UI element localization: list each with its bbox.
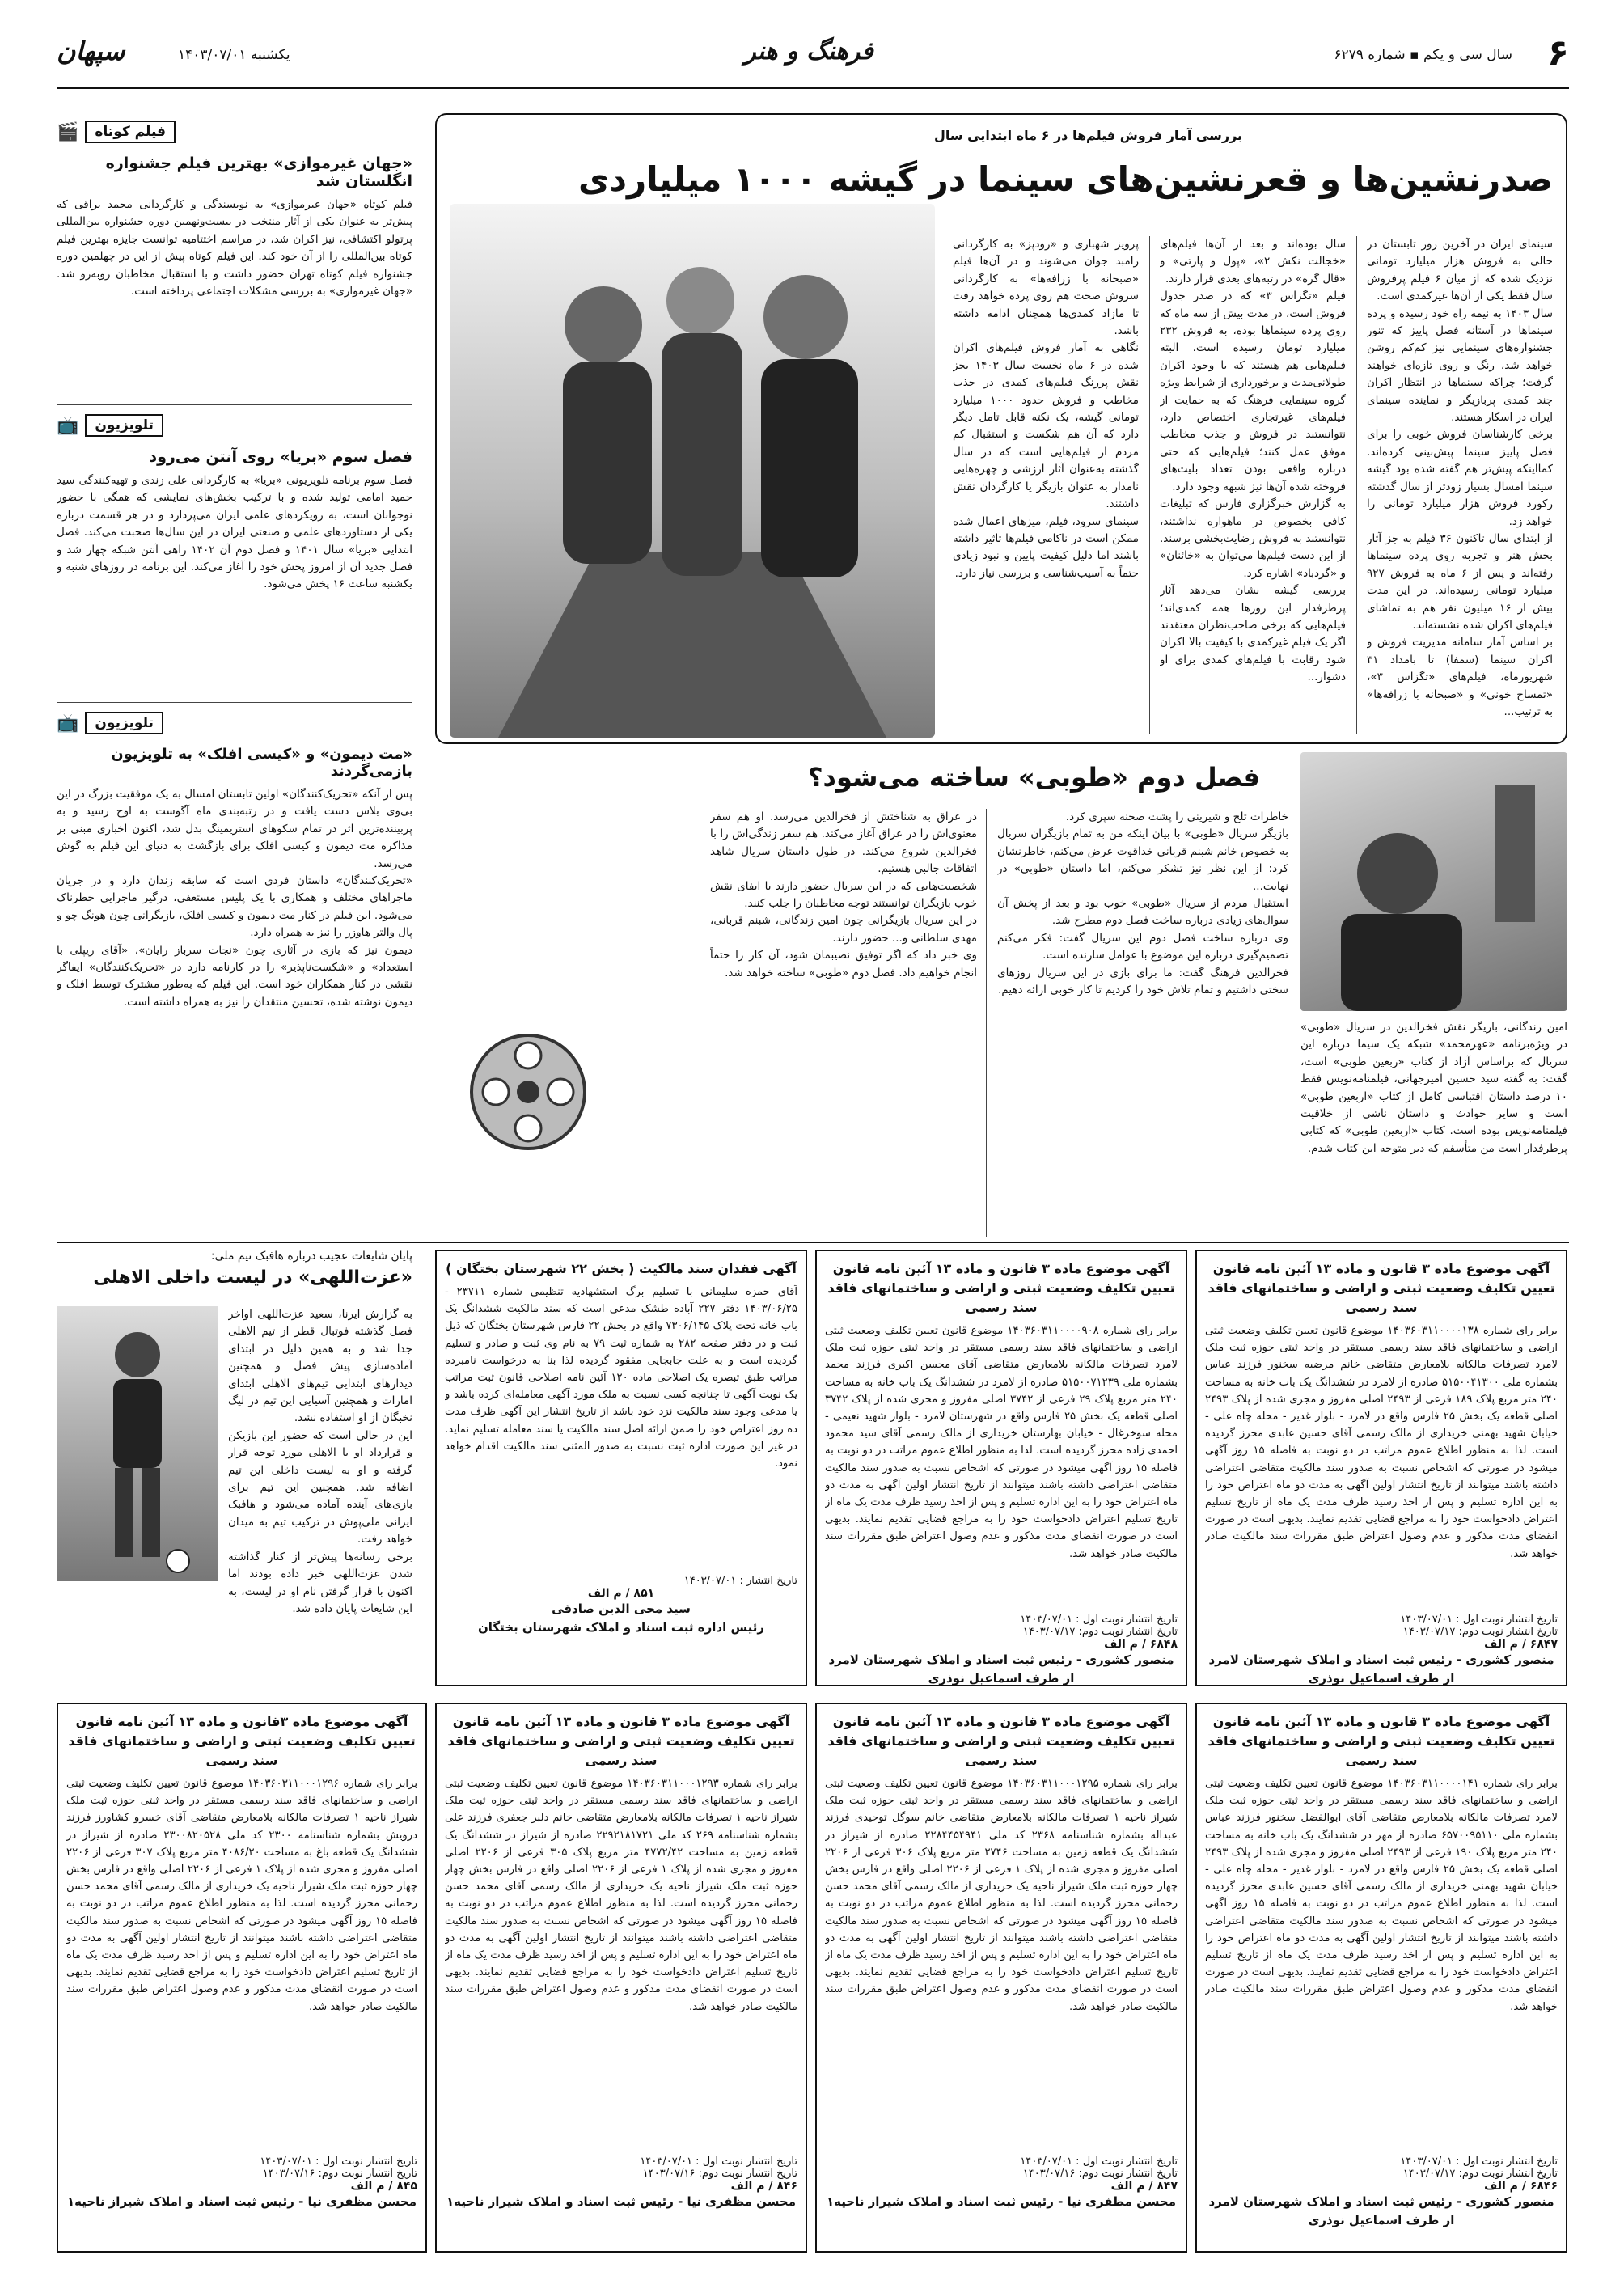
ad-date-2: تاریخ انتشار نوبت دوم: ۱۴۰۳/۰۷/۱۶ <box>642 2168 797 2180</box>
serial-photo <box>1300 752 1567 1011</box>
legal-ad-row2-2 <box>815 1703 1187 2253</box>
short-film-body: فیلم کوتاه «جهان غیرموازی» به نویسندگی و کارگردانی محمد براقی که پیش‌تر به عنوان یکی از آثار منتخب در بیست‌ونهمین دوره جشنواره بین‌المللی پرتولو اکتشافی، نیز اکران شد، در مراسم اختتامیه توانست جایزه بهترین فیلم کوتاه بین‌المللی را از آن خود کند. این فیلم کوتاه پیش از این در چهلمین دوره جشنواره فیلم کوتاه تهران حضور داشت و با استقبال مخاطبان روبه‌رو شد. «جهان غیرموازی» به بررسی مشکلات اجتماعی پرداخته است. <box>57 198 412 298</box>
player-photo <box>57 1306 218 1581</box>
ad-signature: منصور کشوری - رئیس ثبت اسناد و املاک شهرستان لامرد از طرف اسماعیل نوذری <box>1208 2194 1554 2227</box>
ad-title: آگهی موضوع ماده ۳ قانون و ماده ۱۳ آئین نامه قانون تعیین تکلیف وضعیت ثبتی و اراضی و ساختمانهای فاقد سند رسمی <box>827 1261 1175 1315</box>
ad-code: ۸۴۶ / م الف <box>730 2180 797 2193</box>
tv-label-2: تلویزیون <box>85 712 163 734</box>
sports-article <box>57 1250 412 1703</box>
ad-code: ۸۴۷ / م الف <box>1110 2180 1178 2193</box>
short-film-label: فیلم کوتاه <box>85 121 176 143</box>
ad-signature: محسن مظفری نیا - رئیس ثبت اسناد و املاک شیراز ناحیه۱ <box>827 2194 1176 2209</box>
football-player-illustration <box>57 1306 218 1581</box>
tv-section-2 <box>57 709 412 1194</box>
serial-article <box>435 752 1567 1242</box>
ad-body: برابر رای شماره ۱۴۰۳۶۰۳۱۱۰۰۰۰۱۴۱ موضوع قانون تعیین تکلیف وضعیت ثبتی اراضی و ساختمانهای فاقد سند رسمی مستقر در واحد ثبتی حوزه ثبت ملک لامرد تصرفات مالکانه بلامعارض متقاضی آقای ابوالفضل سخنور فرزند عباس بشماره ملی ۶۵۷۰۰۹۵۱۱۰ صادره از مهر در ششدانگ یک باب خانه به مساحت ۲۴۰ متر مربع پلاک ۱۹۰ فرعی از ۲۴۹۳ اصلی مفروز و مجزی شده از پلاک ۲۴۹۳ اصلی قطعه یک بخش ۲۵ فارس واقع در لامرد - بلوار غدیر - محله چاه علی - خیابان شهید بهمنی خریداری از مالک رسمی آقای حسین عابدی محرز گردیده است. لذا به منظور اطلاع عموم مراتب در دو نوبت به فاصله ۱۵ روز آگهی میشود در صورتی که اشخاص نسبت به صدور سند مالکیت متقاضی اعتراضی داشته باشند میتوانند از تاریخ انتشار اولین آگهی به مدت دو ماه اعتراض خود را به این اداره تسلیم و پس از اخذ رسید ظرف مدت یک ماه از تاریخ تسلیم اعتراض دادخواست خود را به مراجع قضایی تقدیم نمایند. بدیهی است در صورت انقضای مدت مذکور و عدم وصول اعتراض طبق مقررات سند مالکیت صادر خواهد شد. <box>1205 1778 1558 2013</box>
ad-date-1: تاریخ انتشار نوبت اول : ۱۴۰۳/۰۷/۰۱ <box>1400 1614 1558 1626</box>
ad-signature: محسن مظفری نیا - رئیس ثبت اسناد و املاک شیراز ناحیه۱ <box>67 2194 417 2209</box>
film-reel-icon <box>451 1019 613 1173</box>
legal-ad-row2-4 <box>57 1703 427 2253</box>
ad-code: ۶۸۴۸ / م الف <box>1104 1638 1178 1651</box>
ad-signature: محسن مظفری نیا - رئیس ثبت اسناد و املاک شیراز ناحیه۱ <box>446 2194 796 2209</box>
ad-date-1: تاریخ انتشار نوبت اول : ۱۴۰۳/۰۷/۰۱ <box>640 2156 797 2168</box>
page-number: ۶ <box>1547 32 1569 74</box>
tv2-headline: «مت دیمون» و «کیسی افلک» به تلویزیون بازمی‌گردند <box>111 746 412 780</box>
article-kicker: بررسی آمار فروش فیلم‌ها در ۶ ماه ابتدایی سال <box>933 128 1242 143</box>
short-film-headline: «جهان غیرموازی» بهترین فیلم جشنواره انگلستان شد <box>105 154 412 190</box>
serial-column-2: در عراق به شناختش از فخرالدین می‌رسد. او هم سفر معنوی‌اش را در عراق آغاز می‌کند. هم سفر زندگی‌اش را با فخرالدین شروع می‌کند. در طول داستان سریال شاهد اتفاقات جالبی هستیم. شخصیت‌هایی که در این سریال حضور دارند با ایفای نقش خوب بازیگران توانستند توجه مخاطبان را جلب کنند. در این سریال بازیگرانی چون امین زندگانی، شبنم قربانی، مهدی سلطانی و... حضور دارند. وی خبر داد که اگر توفیق نصیبمان شود، آن کار را حتماً انجام خواهیم داد. فصل دوم «طوبی» ساخته خواهد شد. <box>710 810 977 979</box>
article-column-1: سینمای ایران در آخرین روز تابستان در حالی به فروش هزار میلیارد تومانی نزدیک شده که از میان ۶ فیلم پرفروش سال فقط یکی از آن‌ها غیرکمدی است. سال ۱۴۰۳ به نیمه راه خود رسیده و پرده سینماها در آستانه فصل پاییز که تنور جشنواره‌های سینمایی نیز کم‌کم روشن خواهد شد، رنگ و روی تازه‌ای خواهند گرفت؛ چراکه سینماها در انتظار اکران چند کمدی پربازیگر و نماینده سینمای ایران در اسکار هستند. برخی کارشناسان فروش خوبی را برای فصل پاییز سینما پیش‌بینی کرده‌اند. کمااینکه پیش‌تر هم گفته شده بود گیشه سینما امسال بسیار زودتر از سال گذشته رکورد فروش هزار میلیارد تومانی را خواهد زد. از ابتدای سال تاکنون ۳۶ فیلم به جز آثار بخش هنر و تجربه روی پرده سینماها رفته‌اند و پس از ۶ ماه به فروش ۹۲۷ میلیارد تومانی رسیده‌اند. در این مدت بیش از ۱۶ میلیون نفر هم به تماشای فیلم‌های اکران شده نشسته‌اند. بر اساس آمار سامانه مدیریت فروش و اکران سینما (سمفا) تا بامداد ۳۱ شهریورماه، فیلم‌های «تگزاس ۳»، «تمساح خونی» و «صبحانه با زرافه‌ها» به ترتیب... <box>1367 238 1553 718</box>
ad-date-1: تاریخ انتشار نوبت اول : ۱۴۰۳/۰۷/۰۱ <box>1020 2156 1178 2168</box>
newspaper-logo: سپهان <box>57 36 125 66</box>
ad-date-2: تاریخ انتشار نوبت دوم: ۱۴۰۳/۰۷/۱۷ <box>1022 1626 1178 1638</box>
ad-date-1: تاریخ انتشار نوبت اول : ۱۴۰۳/۰۷/۰۱ <box>260 2156 417 2168</box>
ad-date-2: تاریخ انتشار نوبت دوم: ۱۴۰۳/۰۷/۱۷ <box>1402 2168 1558 2180</box>
ad-date-2: تاریخ انتشار نوبت دوم: ۱۴۰۳/۰۷/۱۶ <box>1022 2168 1178 2180</box>
ad-code: ۶۸۴۷ / م الف <box>1484 1638 1558 1651</box>
film-camera-icon: 🎬 <box>57 121 79 142</box>
ad-signature: منصور کشوری - رئیس ثبت اسناد و املاک شهرستان لامرد از طرف اسماعیل نوذری <box>1208 1652 1554 1686</box>
ad-body: برابر رای شماره ۱۴۰۳۶۰۳۱۱۰۰۰۱۲۹۵ موضوع قانون تعیین تکلیف وضعیت ثبتی اراضی و ساختمانهای فاقد سند رسمی مستقر در واحد ثبتی حوزه ثبت ملک شیراز ناحیه ۱ تصرفات مالکانه بلامعارض متقاضی خانم سوگل توحیدی فرزند عبداله بشماره شناسنامه ۲۳۶۸ کد ملی ۲۲۸۴۴۵۴۹۴۱ صادره از شیراز در ششدانگ یک قطعه زمین به مساحت ۲۷۴۶ متر مربع پلاک ۳۰۶ فرعی از ۲۲۰۶ اصلی مفروز و مجزی شده از پلاک ۱ فرعی از ۲۲۰۶ اصلی واقع در فارس بخش چهار حوزه ثبت ملک شیراز ناحیه یک خریداری از مالک رسمی آقای محمد حسن رحمانی محرز گردیده است. لذا به منظور اطلاع عموم مراتب در دو نوبت به فاصله ۱۵ روز آگهی میشود در صورتی که اشخاص نسبت به صدور سند مالکیت متقاضی اعتراضی داشته باشند میتوانند از تاریخ انتشار اولین آگهی به مدت دو ماه اعتراض خود را به این اداره تسلیم و پس از اخذ رسید ظرف مدت یک ماه از تاریخ تسلیم اعتراض دادخواست خود را به مراجع قضایی تقدیم نمایند. بدیهی است در صورت انقضای مدت مذکور و عدم وصول اعتراض طبق مقررات سند مالکیت صادر خواهد شد. <box>825 1778 1178 2013</box>
ad-title: آگهی موضوع ماده ۳ قانون و ماده ۱۳ آئین نامه قانون تعیین تکلیف وضعیت ثبتی و اراضی و ساختمانهای فاقد سند رسمی <box>1207 1261 1555 1315</box>
legal-ad-row1-1 <box>1195 1250 1567 1686</box>
ad-body: برابر رای شماره ۱۴۰۳۶۰۳۱۱۰۰۰۱۲۹۳ موضوع قانون تعیین تکلیف وضعیت ثبتی اراضی و ساختمانهای فاقد سند رسمی مستقر در واحد ثبتی حوزه ثبت ملک شیراز ناحیه ۱ تصرفات مالکانه بلامعارض متقاضی خانم دلبر جعفری فرزند علی بشماره شناسنامه ۲۶۹ کد ملی ۲۲۹۲۱۸۱۷۲۱ صادره از شیراز در ششدانگ یک قطعه زمین به مساحت ۴۷۷۲/۴۲ متر مربع پلاک ۳۰۵ فرعی از ۲۲۰۶ اصلی مفروز و مجزی شده از پلاک ۱ فرعی از ۲۲۰۶ اصلی واقع در فارس بخش چهار حوزه ثبت ملک شیراز ناحیه یک خریداری از مالک رسمی آقای محمد حسن رحمانی محرز گردیده است. لذا به منظور اطلاع عموم مراتب در دو نوبت به فاصله ۱۵ روز آگهی میشود در صورتی که اشخاص نسبت به صدور سند مالکیت متقاضی اعتراضی داشته باشند میتوانند از تاریخ انتشار اولین آگهی به مدت دو ماه اعتراض خود را به این اداره تسلیم و پس از اخذ رسید ظرف مدت یک ماه از تاریخ تسلیم اعتراض دادخواست خود را به مراجع قضایی تقدیم نمایند. بدیهی است در صورت انقضای مدت مذکور و عدم وصول اعتراض طبق مقررات سند مالکیت صادر خواهد شد. <box>445 1778 797 2013</box>
legal-ad-row2-1 <box>1195 1703 1567 2253</box>
ad-title: آگهی موضوع ماده ۳ قانون و ماده ۱۳ آئین نامه قانون تعیین تکلیف وضعیت ثبتی و اراضی و ساختمانهای فاقد سند رسمی <box>447 1714 795 1768</box>
tv-section-1 <box>57 411 412 694</box>
ad-code: ۶۸۴۶ / م الف <box>1484 2180 1558 2193</box>
serial-headline: فصل دوم «طوبی» ساخته می‌شود؟ <box>807 762 1260 793</box>
legal-ad-row1-2 <box>815 1250 1187 1686</box>
ad-date-1: تاریخ انتشار : ۱۴۰۳/۰۷/۰۱ <box>683 1575 797 1587</box>
ad-title: آگهی فقدان سند مالکیت ( بخش ۲۲ شهرستان بختگان ) <box>446 1261 797 1276</box>
tv-icon: 📺 <box>57 713 79 734</box>
sports-teaser: پایان شایعات عجیب درباره هافبک تیم ملی: <box>210 1250 412 1263</box>
ad-body: آقای حمزه سلیمانی با تسلیم برگ استشهادیه تنظیمی شماره ۲۳۷۱۱ - ۱۴۰۳/۰۶/۲۵ دفتر ۲۲۷ آباده طشک مدعی است که سند مالکیت ششدانگ یک باب خانه تحت پلاک ۷۳۰۶/۱۴۵ واقع در بخش ۲۲ فارس شهرستان بختگان که ذیل ثبت و در دفتر صفحه ۲۸۲ به شماره ثبت ۷۹ به نام وی ثبت و صادر و تسلیم گردیده است و به علت جابجایی مفقود گردیده لذا بنا به درخواست نامبرده مراتب طبق تبصره یک اصلاحی ماده ۱۲۰ آئین نامه اصلاحی قانون ثبت مراتب یک نوبت آگهی تا چنانچه کسی نسبت به ملک مورد آگهی معامله‌ای کرده باشد و یا مدعی وجود سند مالکیت نزد خود باشد از تاریخ انتشار این آگهی ظرف مدت ده روز اعتراض خود را ضمن ارائه اصل سند مالکیت یا سند معامله تسلیم نماید. در غیر این صورت اداره ثبت نسبت به صدور المثنی سند مالکیت اقدام خواهد نمود. <box>445 1286 797 1470</box>
page-header <box>57 32 1569 89</box>
actors-illustration <box>450 204 935 738</box>
legal-ad-row1-3 <box>435 1250 807 1686</box>
publication-date: یکشنبه ۱۴۰۳/۰۷/۰۱ <box>178 47 290 63</box>
ad-body: برابر رای شماره ۱۴۰۳۶۰۳۱۱۰۰۰۱۲۹۶ موضوع قانون تعیین تکلیف وضعیت ثبتی اراضی و ساختمانهای فاقد سند رسمی مستقر در واحد ثبتی حوزه ثبت ملک شیراز ناحیه ۱ تصرفات مالکانه بلامعارض متقاضی آقای خسرو کشاورز فرزند درویش بشماره شناسنامه ۲۳۰۰ کد ملی ۲۳۰۰۸۲۰۵۲۸ صادره از شیراز در ششدانگ یک قطعه باغ به مساحت ۴۰۸۶/۲۰ متر مربع پلاک ۳۰۷ فرعی از ۲۲۰۶ اصلی مفروز و مجزی شده از پلاک ۱ فرعی از ۲۲۰۶ اصلی واقع در فارس بخش چهار حوزه ثبت ملک شیراز ناحیه یک خریداری از مالک رسمی آقای محمد حسن رحمانی محرز گردیده است. لذا به منظور اطلاع عموم مراتب در دو نوبت به فاصله ۱۵ روز آگهی میشود در صورتی که اشخاص نسبت به صدور سند مالکیت متقاضی اعتراضی داشته باشند میتوانند از تاریخ انتشار اولین آگهی به مدت دو ماه اعتراض خود را به این اداره تسلیم و پس از اخذ رسید ظرف مدت یک ماه از تاریخ تسلیم اعتراض دادخواست خود را به مراجع قضایی تقدیم نمایند. بدیهی است در صورت انقضای مدت مذکور و عدم وصول اعتراض طبق مقررات سند مالکیت صادر خواهد شد. <box>66 1778 417 2013</box>
section-title: فرهنگ و هنر <box>744 37 873 66</box>
ad-body: برابر رای شماره ۱۴۰۳۶۰۳۱۱۰۰۰۰۱۳۸ موضوع قانون تعیین تکلیف وضعیت ثبتی اراضی و ساختمانهای فاقد سند رسمی مستقر در واحد ثبتی حوزه ثبت ملک لامرد تصرفات مالکانه بلامعارض متقاضی خانم مرضیه سخنور فرزند عباس بشماره ملی ۵۱۵۰۰۴۱۳۰۰ صادره از لامرد در ششدانگ یک باب خانه به مساحت ۲۴۰ متر مربع پلاک ۱۸۹ فرعی از ۲۴۹۳ اصلی مفروز و مجزی شده از پلاک ۲۴۹۳ اصلی قطعه یک بخش ۲۵ فارس واقع در لامرد - بلوار غدیر - محله چاه علی - خیابان شهید بهمنی خریداری از مالک رسمی آقای حسین عابدی محرز گردیده است. لذا به منظور اطلاع عموم مراتب در دو نوبت به فاصله ۱۵ روز آگهی میشود در صورتی که اشخاص نسبت به صدور سند مالکیت متقاضی اعتراضی داشته باشند میتوانند از تاریخ انتشار اولین آگهی به مدت دو ماه اعتراض خود را به این اداره تسلیم و پس از اخذ رسید ظرف مدت یک ماه از تاریخ تسلیم اعتراض دادخواست خود را به مراجع قضایی تقدیم نمایند. بدیهی است در صورت انقضای مدت مذکور و عدم وصول اعتراض طبق مقررات سند مالکیت صادر خواهد شد. <box>1205 1325 1558 1560</box>
ad-title: آگهی موضوع ماده ۳ قانون و ماده ۱۳ آئین نامه قانون تعیین تکلیف وضعیت ثبتی و اراضی و ساختمانهای فاقد سند رسمی <box>1207 1714 1555 1768</box>
tv-icon: 📺 <box>57 415 79 436</box>
article-column-3: پرویز شهبازی و «زودپز» به کارگردانی رامبد جوان می‌شوند و در آن‌ها فیلم «صبحانه با زرافه‌ها» به کارگردانی سروش صحت هم روی پرده خواهد رفت تا مازاد کمدی‌ها همچنان ادامه داشته باشد. نگاهی به آمار فروش فیلم‌های اکران شده در ۶ ماه نخست سال ۱۴۰۳ بجز نقش پررنگ فیلم‌های کمدی در جذب مخاطب و فروش حدود ۱۰۰۰ میلیارد تومانی گیشه، یک نکته قابل تامل دیگر دارد که آن هم شکست و استقبال کم مردم از فیلم‌هایی است که در سال گذشته به‌عنوان آثار ارزشی و چهره‌هایی نامدار به عنوان بازیگر یا کارگردان نقش داشتند. سینمای سرود، فیلم، میزهای اعمال شده ممکن است در ناکامی فیلم‌ها تاثیر داشته باشند اما دلیل کیفیت پایین و نبود زیادی حتماً به آسیب‌شناسی و بررسی نیاز دارد. <box>953 238 1139 580</box>
tv1-headline: فصل سوم «بریا» روی آنتن می‌رود <box>149 448 412 466</box>
tv2-body: پس از آنکه «تحریک‌کنندگان» اولین تابستان امسال به یک موفقیت بزرگ در این بی‌وی بلاس دست یافت و در رتبه‌بندی ماه آگوست به اوج رسید و به پربیننده‌ترین اثر در تمام سکوهای استریمینگ بدل شد، اکنون اخباری مبنی بر مذاکره مت دیمون و کیسی افلک برای بازگشت به دنیای این فیلم به گوش می‌رسد. «تحریک‌کنندگان» داستان فردی است که سابقه زندان دارد و در جریان ماجراهای مختلف و همکاری با یک پلیس مستعفی، درگیر ماجرایی خطرناک می‌شود. این فیلم در کنار مت دیمون و کیسی افلک، بازیگرانی چون هونگ چو و پال والتر هاوزر را نیز به همراه دارد. دیمون نیز که بازی در آثاری چون «نجات سرباز رایان»، «آقای ریپلی با استعداد» و «شکست‌ناپذیر» را در کارنامه دارد در «تحریک‌کنندگان» ایفاگر نقشی در کنار همکاران خود است. این فیلم که به‌طور مشترک توسط افلک و دیمون نوشته شده، تحسین منتقدان را نیز به همراه داشته است. <box>57 788 412 1009</box>
ad-date-2: تاریخ انتشار نوبت دوم: ۱۴۰۳/۰۷/۱۷ <box>1402 1626 1558 1638</box>
ad-signature: منصور کشوری - رئیس ثبت اسناد و املاک شهرستان لامرد از طرف اسماعیل نوذری <box>828 1652 1174 1686</box>
ad-date-1: تاریخ انتشار نوبت اول : ۱۴۰۳/۰۷/۰۱ <box>1020 1614 1178 1626</box>
ad-signature: سید محی الدین صادقی رئیس اداره ثبت اسناد و املاک شهرستان بختگان <box>477 1601 765 1635</box>
actor-photo-illustration <box>1300 752 1567 1011</box>
legal-ad-row2-3 <box>435 1703 807 2253</box>
ad-title: آگهی موضوع ماده ۳ قانون و ماده ۱۳ آئین نامه قانون تعیین تکلیف وضعیت ثبتی و اراضی و ساختمانهای فاقد سند رسمی <box>827 1714 1175 1768</box>
ad-code: ۸۵۱ / م الف <box>587 1587 655 1600</box>
serial-column-3: امین زندگانی، بازیگر نقش فخرالدین در سریال «طوبی» در ویژه‌برنامه «عهرمحمد» شبکه یک سیما درباره این سریال که براساس آزاد از کتاب «ربعین طوبی» است، گفت: به گفته سید حسین امیرجهانی، فیلمنامه‌نویس فقط ۱۰ درصد داستان اقتباسی کامل از کتاب «اربعین طوبی» است و سایر حوادث و داستان ناشی از خلاقیت فیلمنامه‌نویس بوده است. کتاب «اربعین طوبی» که کتابی پرطرفدار است من متأسفم که دیر متوجه این کتاب شدم. <box>1300 1021 1567 1155</box>
ad-body: برابر رای شماره ۱۴۰۳۶۰۳۱۱۰۰۰۰۹۰۸ موضوع قانون تعیین تکلیف وضعیت ثبتی اراضی و ساختمانهای فاقد سند رسمی مستقر در واحد ثبتی حوزه ثبت ملک لامرد تصرفات مالکانه بلامعارض متقاضی آقای محسن اکبری فرزند محمد بشماره ملی ۵۱۵۰۰۷۱۲۳۹ صادره از لامرد در ششدانگ یک باب خانه به مساحت ۲۴۰ متر مربع پلاک ۲۹ فرعی از ۳۷۴۲ اصلی مفروز و مجزی شده از پلاک ۳۷۴۲ اصلی قطعه یک بخش ۲۵ فارس واقع در شهرستان لامرد - بلوار شهید نعیمی - محله سوخرغال - خیابان بهارستان خریداری از مالک رسمی آقای سید محمود احمدی زاده محرز گردیده است. لذا به منظور اطلاع عموم مراتب در دو نوبت به فاصله ۱۵ روز آگهی میشود در صورتی که اشخاص نسبت به صدور سند مالکیت متقاضی اعتراضی داشته باشند میتوانند از تاریخ انتشار اولین آگهی به مدت دو ماه اعتراض خود را به این اداره تسلیم و پس از اخذ رسید ظرف مدت یک ماه از تاریخ تسلیم اعتراض دادخواست خود را به مراجع قضایی تقدیم نمایند. بدیهی است در صورت انقضای مدت مذکور و عدم وصول اعتراض طبق مقررات سند مالکیت صادر خواهد شد. <box>825 1325 1178 1560</box>
article-headline: صدرنشین‌ها و قعرنشین‌های سینما در گیشه ۱۰۰۰ میلیاردی <box>577 159 1553 199</box>
sports-body: به گزارش ایرنا، سعید عزت‌اللهی اواخر فصل گذشته فوتبال قطر از تیم الاهلی جدا شد و به همین دلیل در ابتدای آماده‌سازی پیش فصل و همچنین دیدارهای ابتدایی تیم‌های الاهلی ابتدای امارات و همچنین آسیایی این تیم در لیگ نخبگان از او استفاده نشد. این در حالی است که حضور این بازیکن و قرارداد او با الاهلی مورد توجه قرار گرفته و او به لیست داخلی این تیم اضافه شد. همچنین این تیم برای بازی‌های آینده آماده می‌شود و هافبک ایرانی ملی‌پوش در ترکیب تیم به میدان خواهد رفت. برخی رسانه‌ها پیش‌تر از کنار گذاشته شدن عزت‌اللهی خبر داده بودند اما اکنون با قرار گرفتن نام او در لیست، به این شایعات پایان داده شد. <box>228 1308 412 1615</box>
tv1-body: فصل سوم برنامه تلویزیونی «بریا» به کارگردانی علی زندی و تهیه‌کنندگی سید حمید امامی تولید شده و با ترکیب بخش‌های نمایشی که همگی با حضور نوجوانان است، به رویکردهای علمی ایران می‌پردازد و در هر قسمت درباره یکی از دستاوردهای علمی و صنعتی ایران در این سال‌ها صحبت می‌کند. فصل ابتدایی «بریا» سال ۱۴۰۱ و فصل دوم آن ۱۴۰۲ راهی آنتن شبکه چهار شد و فصل جدید آن از امروز پخش خود را آغاز می‌کند. این برنامه در روزهای شنبه و یکشنبه ساعت ۱۶ پخش می‌شود. <box>57 474 412 591</box>
article-column-2: سال بوده‌اند و بعد از آن‌ها فیلم‌های «خجالت نکش ۲»، «پول و پارتی» و «قال گره» در رتبه‌های بعدی قرار دارند. فیلم «تگزاس ۳» که در صدر جدول فروش است، در مدت بیش از سه ماه که روی پرده سینماها بوده، به فروش ۲۳۲ میلیارد تومان رسیده است. البته فیلم‌هایی هم هستند که با وجود اکران طولانی‌مدت و برخورداری از شرایط ویژه گروه سینمایی فرهنگ که به حمایت از فیلم‌های غیرتجاری اختصاص دارد، نتوانستند در فروش و جذب مخاطب موفق عمل کنند؛ فیلم‌هایی که حتی درباره واقعی بودن تعداد بلیت‌های فروخته شده آن‌ها نیز شبهه وجود دارد. به گزارش خبرگزاری فارس که تبلیغات کافی بخصوص در ماهواره نداشتند، نتوانستند به فروش رضایت‌بخشی برسند. از این دست فیلم‌ها می‌توان به «خائنان» و «گردباد» اشاره کرد. بررسی گیشه نشان می‌دهد آثار پرطرفدار این روزها همه کمدی‌اند؛ فیلم‌هایی که برخی صاحب‌نظران معتقدند اگر یک فیلم غیرکمدی با کیفیت بالا اکران شود رقابت با فیلم‌های کمدی برای او دشوار... <box>1160 238 1346 684</box>
ad-title: آگهی موضوع ماده ۳قانون و ماده ۱۳ آئین نامه قانون تعیین تکلیف وضعیت ثبتی و اراضی و ساختمانهای فاقد سند رسمی <box>68 1714 416 1768</box>
serial-column-1: خاطرات تلخ و شیرینی را پشت صحنه سپری کرد. بازیگر سریال «طوبی» با بیان اینکه من به تمام بازیگران سریال به خصوص خانم شبنم قربانی خداقوت عرض می‌کنم، خاطرنشان کرد: از این نظر نیز تشکر می‌کنم، اما داستان «طوبی» در نهایت... استقبال مردم از سریال «طوبی» خوب بود و بعد از پخش آن سوال‌های زیادی درباره ساخت فصل دوم مطرح شد. وی درباره ساخت فصل دوم این سریال گفت: فکر می‌کنم تصمیم‌گیری درباره این موضوع با عوامل سازنده است. فخرالدین فرهنگ گفت: ما برای بازی در این سریال روزهای سختی داشتیم و تمام تلاش خود را کردیم تا کار خوبی ارائه دهیم. <box>997 810 1288 997</box>
tv-label-1: تلویزیون <box>85 414 163 437</box>
ad-code: ۸۴۵ / م الف <box>350 2180 417 2193</box>
short-film-section <box>57 117 412 400</box>
issue-info: سال سی و یکم ▪ شماره ۶۲۷۹ <box>1334 47 1512 63</box>
ad-date-1: تاریخ انتشار نوبت اول : ۱۴۰۳/۰۷/۰۱ <box>1400 2156 1558 2168</box>
main-article <box>435 113 1567 744</box>
sports-headline: «عزت‌اللهی» در لیست داخلی الاهلی <box>93 1267 412 1288</box>
movie-poster-photo <box>450 204 935 738</box>
ad-date-2: تاریخ انتشار نوبت دوم: ۱۴۰۳/۰۷/۱۶ <box>262 2168 417 2180</box>
